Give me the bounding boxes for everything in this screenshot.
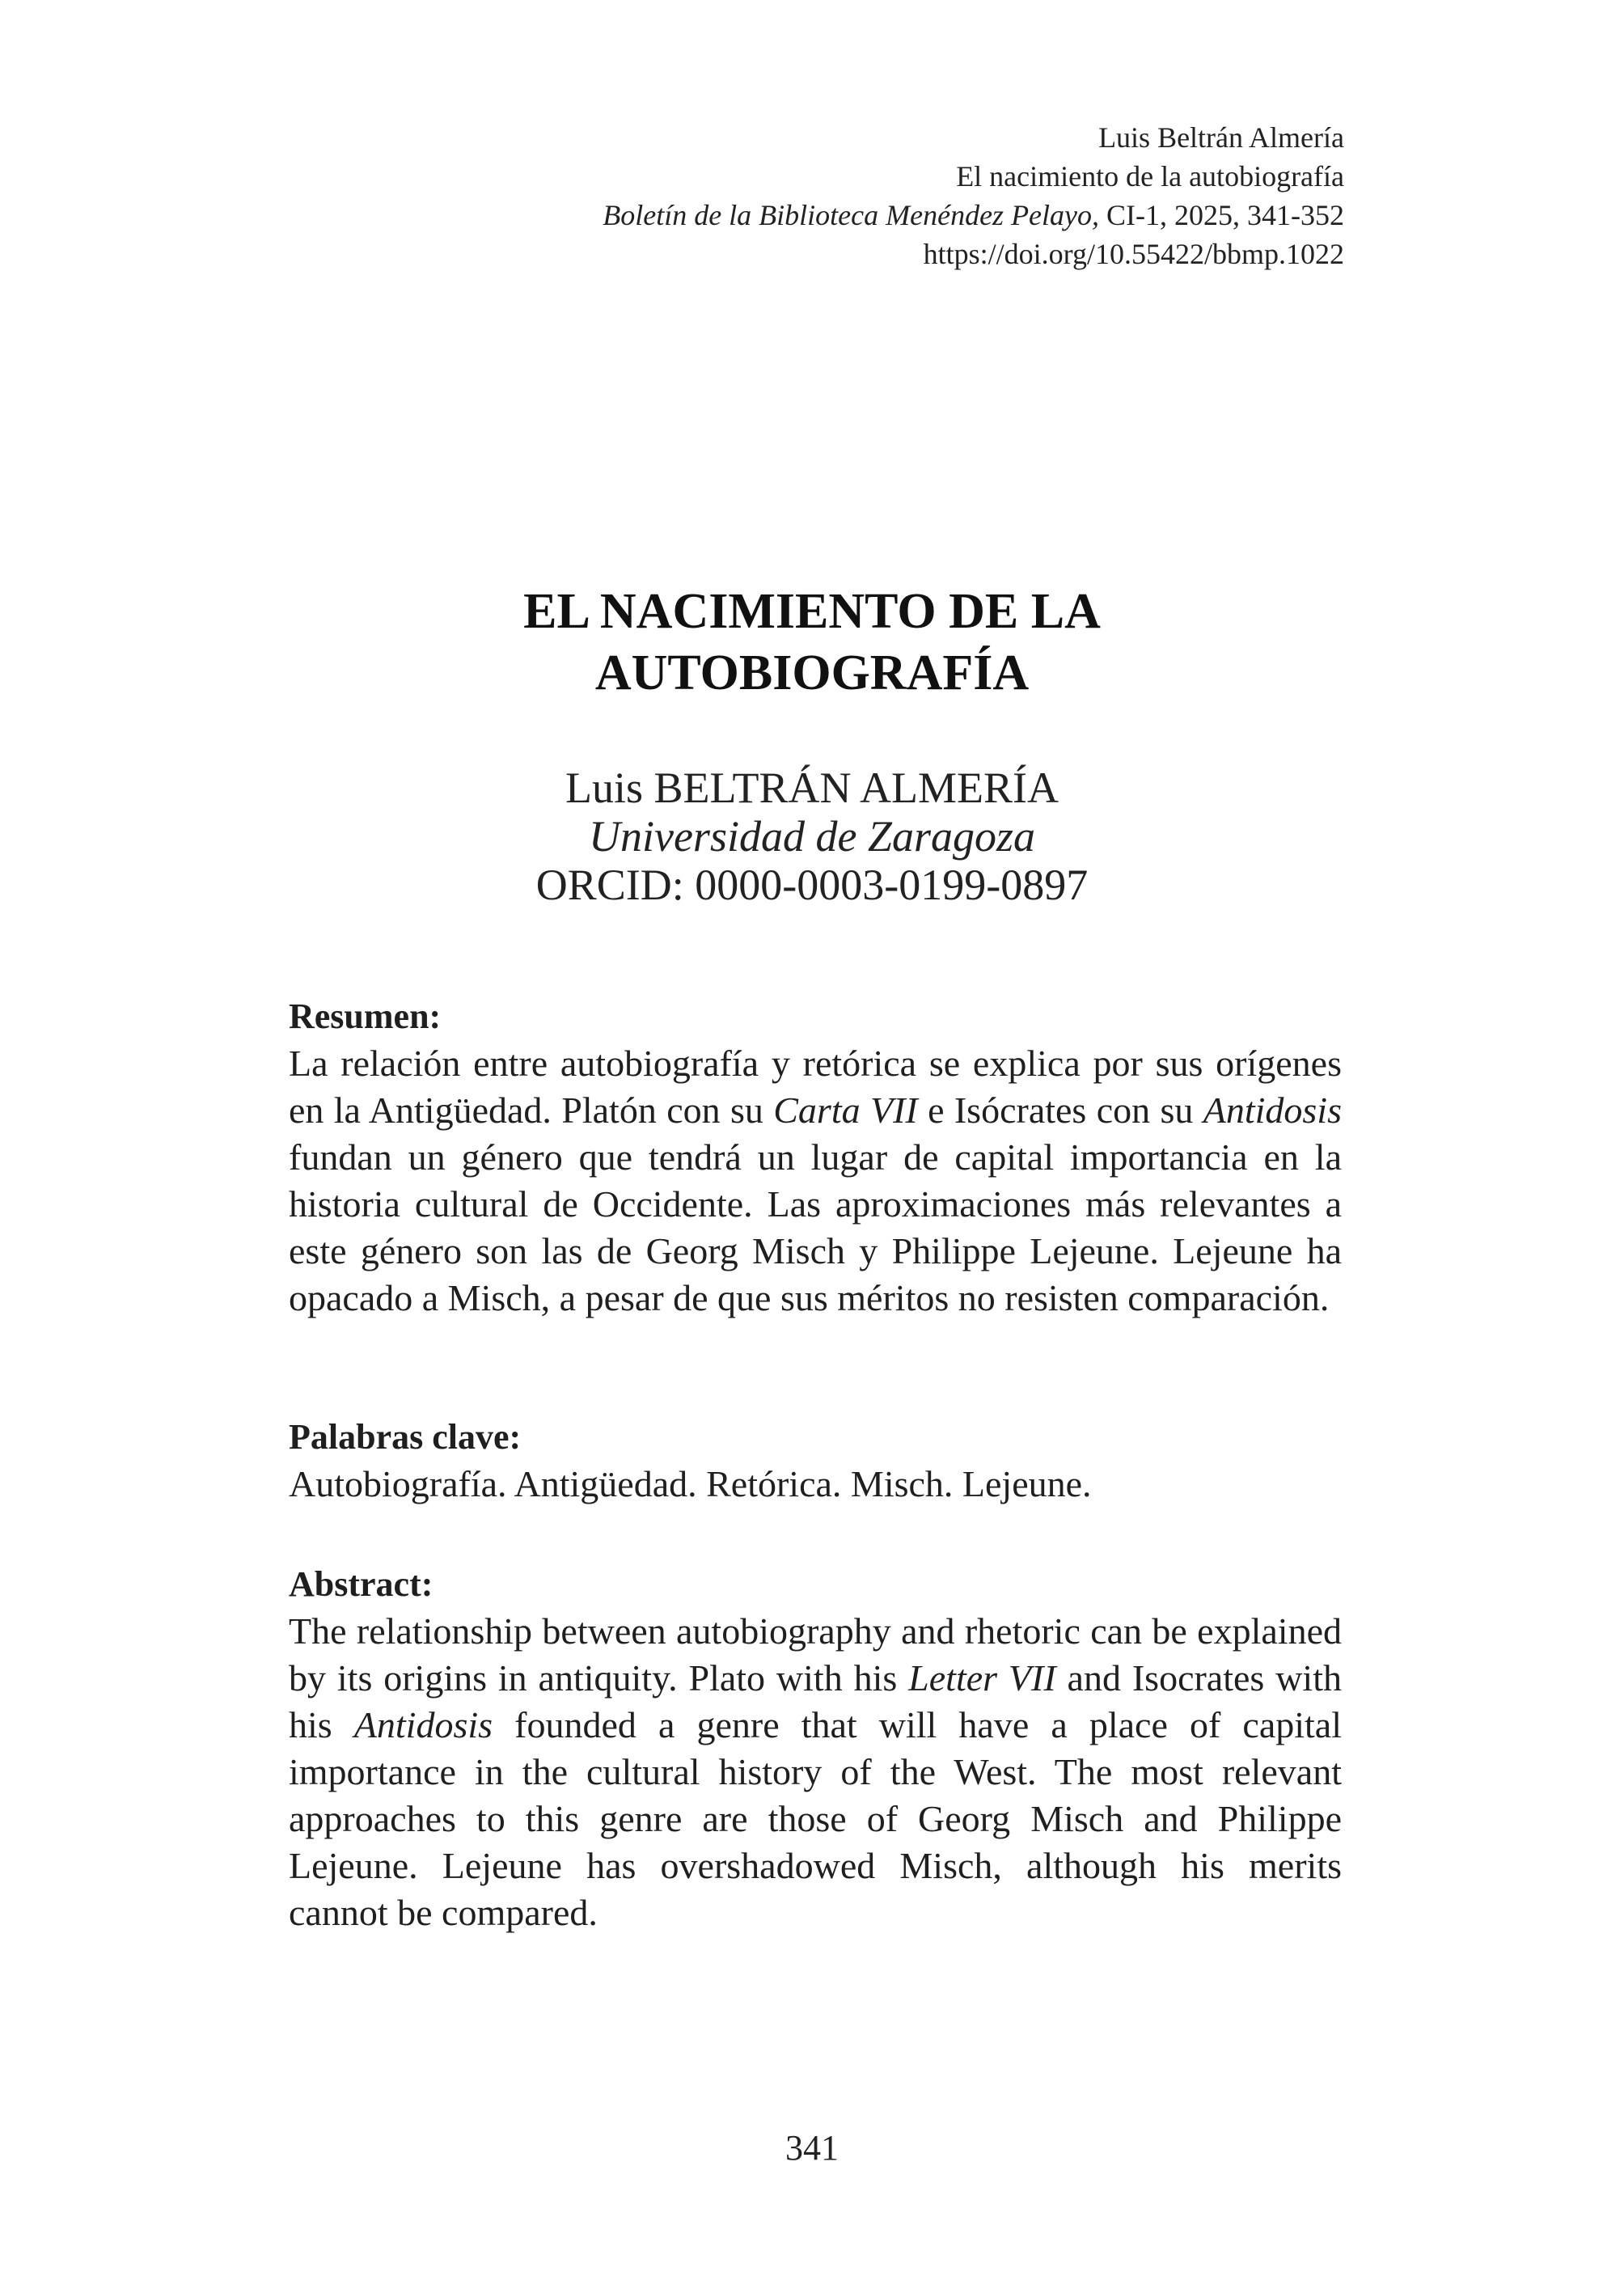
author-block [0,764,1624,909]
author-name: Luis BELTRÁN ALMERÍA [565,764,1059,812]
author-orcid: ORCID: 0000-0003-0199-0897 [535,861,1089,909]
title-line-2: AUTOBIOGRAFÍA [594,645,1030,700]
resumen-text-part: e Isócrates con su [917,1089,1203,1131]
journal-name: Boletín de la Biblioteca Menéndez Pelayo, [603,199,1100,231]
abstract-section [289,1561,1342,1936]
resumen-italic-antidosis: Antidosis [1203,1089,1342,1131]
running-head-citation [603,196,1344,235]
running-head-article: El nacimiento de la autobiografía [956,160,1344,192]
keywords-section [289,1414,1342,1508]
resumen-italic-carta: Carta VII [773,1089,918,1131]
resumen-text-part: La relación entre autobiografía y retórica se explica por sus orígenes en la Antigüedad. Platón con su [289,1043,1342,1131]
abstract-italic-letter: Letter VII [908,1657,1056,1699]
keywords-heading: Palabras clave: [289,1417,522,1457]
abstract-italic-antidosis: Antidosis [353,1704,493,1745]
title-line-1: EL NACIMIENTO DE LA [523,584,1101,639]
article-title [0,581,1624,704]
abstract-text-part: founded a genre that will have a place of capital importance in the cultural history of the West. The most relevant approaches to this genre are those of Georg Misch and Philippe Lejeune. Lejeune has overshadowed Misch, although his merits cannot be compared. [289,1704,1342,1933]
page-number: 341 [785,2128,839,2168]
abstract-text-part: and Isocrates with his [289,1657,1342,1745]
keywords-text: Autobiografía. Antigüedad. Retórica. Misch. Lejeune. [289,1463,1092,1504]
resumen-text-part: fundan un género que tendrá un lugar de capital importancia en la historia cultural de Occidente. Las aproximaciones más relevantes a este género son las de Georg Misch y Philippe Lejeune. Lejeune ha opacado a Misch, a pesar de que sus méritos no resisten comparación. [289,1136,1342,1318]
resumen-text [289,1040,1342,1322]
abstract-text-part: The relationship between autobiography and rhetoric can be explained by its origins in antiquity. Plato with his [289,1610,1342,1699]
resumen-heading: Resumen: [289,996,442,1036]
doi-link[interactable]: https://doi.org/10.55422/bbmp.1022 [923,238,1344,270]
abstract-heading: Abstract: [289,1564,433,1604]
citation-details: CI-1, 2025, 341-352 [1099,199,1344,231]
running-head [603,118,1344,273]
running-head-author: Luis Beltrán Almería [1098,121,1344,154]
abstract-text [289,1608,1342,1936]
resumen-section [289,993,1342,1322]
author-affiliation: Universidad de Zaragoza [589,812,1035,861]
